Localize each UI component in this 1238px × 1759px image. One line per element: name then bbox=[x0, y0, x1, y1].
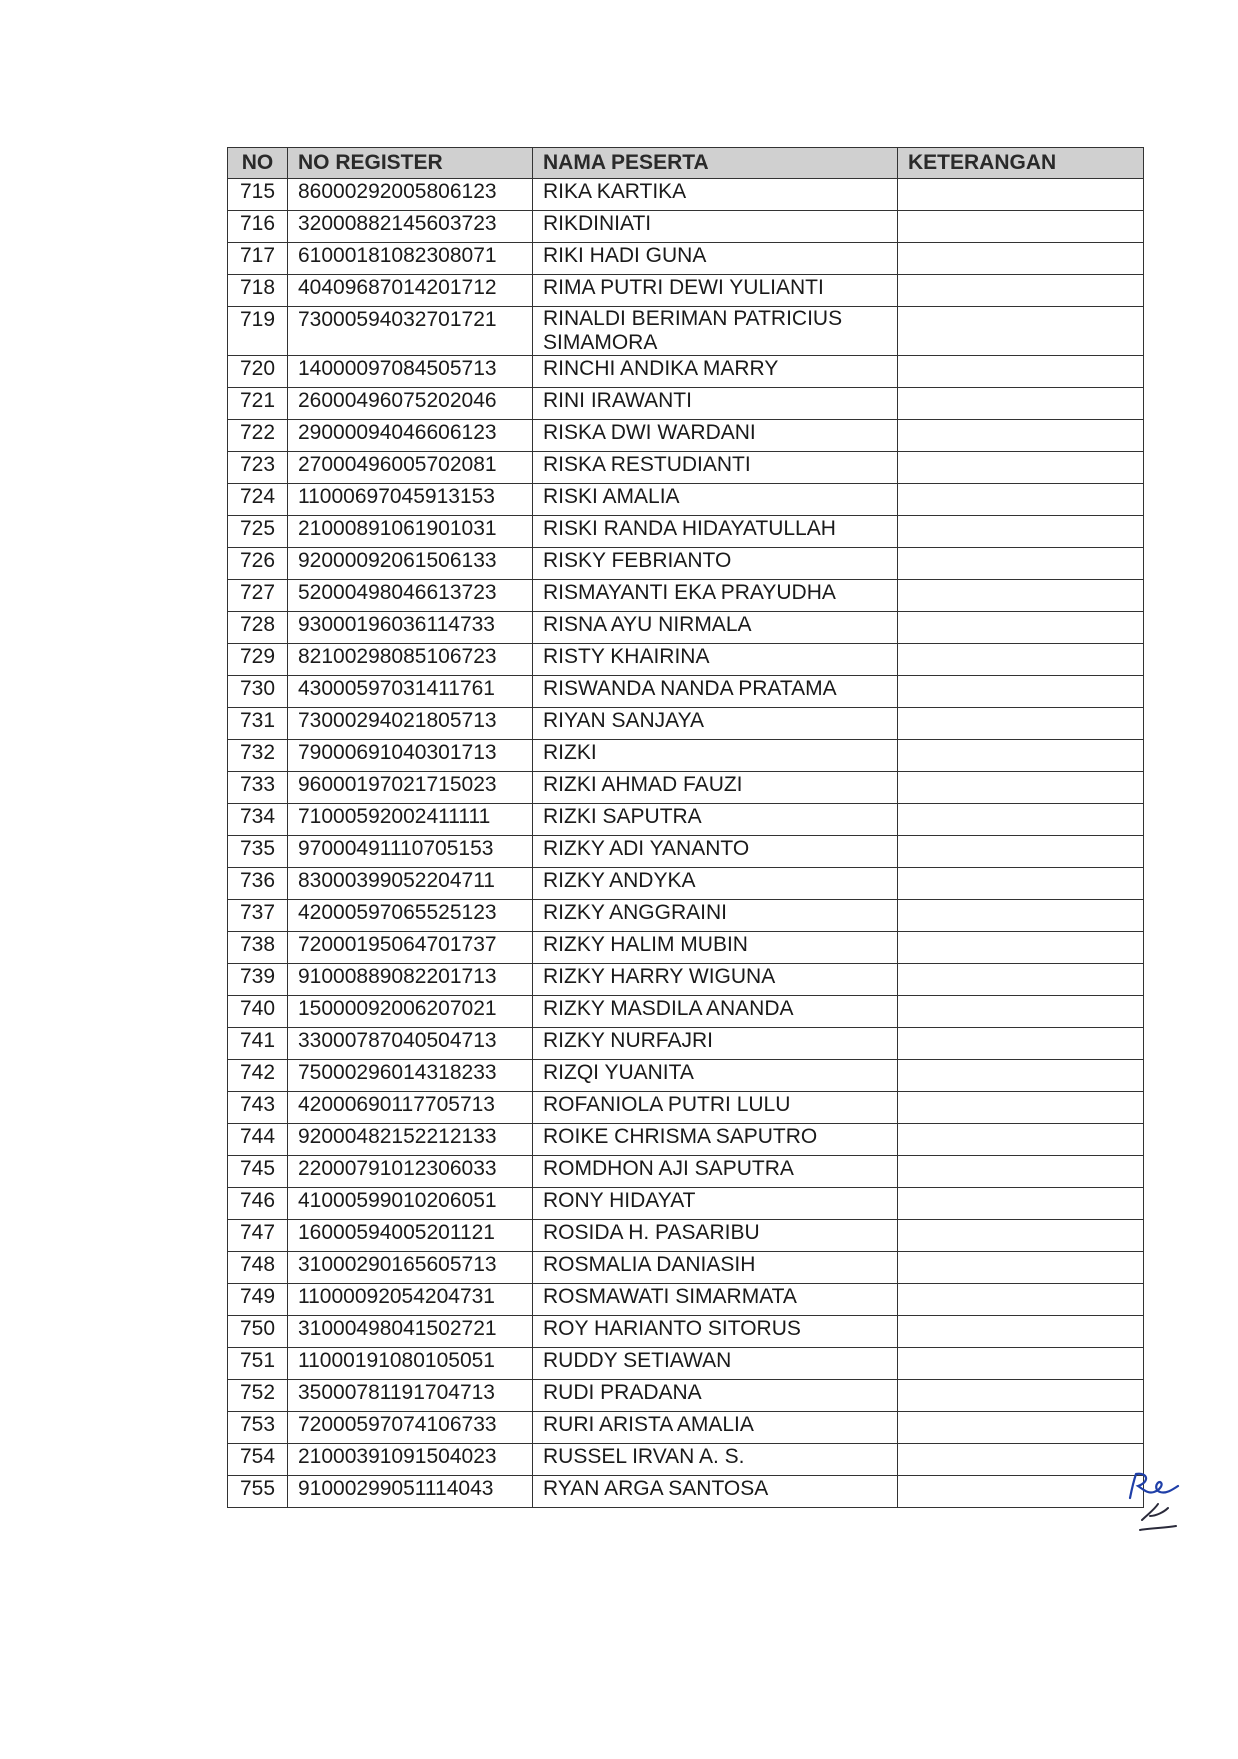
cell-name: RISKI RANDA HIDAYATULLAH bbox=[533, 516, 898, 548]
cell-note bbox=[898, 1412, 1144, 1444]
initials-stroke-upper bbox=[1130, 1474, 1178, 1498]
cell-no: 720 bbox=[228, 356, 288, 388]
handwritten-initials bbox=[1120, 1468, 1200, 1538]
cell-register: 71000592002411111 bbox=[288, 804, 533, 836]
cell-note bbox=[898, 452, 1144, 484]
cell-no: 727 bbox=[228, 580, 288, 612]
cell-name: RIZKY ADI YANANTO bbox=[533, 836, 898, 868]
cell-name: RIMA PUTRI DEWI YULIANTI bbox=[533, 275, 898, 307]
cell-no: 736 bbox=[228, 868, 288, 900]
cell-name: RIKI HADI GUNA bbox=[533, 243, 898, 275]
table-row bbox=[228, 484, 1144, 516]
cell-note bbox=[898, 804, 1144, 836]
table-row bbox=[228, 211, 1144, 243]
cell-no: 746 bbox=[228, 1188, 288, 1220]
header-note: KETERANGAN bbox=[898, 148, 1144, 179]
table-row bbox=[228, 1092, 1144, 1124]
cell-no: 739 bbox=[228, 964, 288, 996]
cell-no: 752 bbox=[228, 1380, 288, 1412]
cell-register: 79000691040301713 bbox=[288, 740, 533, 772]
cell-note bbox=[898, 1028, 1144, 1060]
header-name: NAMA PESERTA bbox=[533, 148, 898, 179]
table-row bbox=[228, 900, 1144, 932]
cell-register: 92000092061506133 bbox=[288, 548, 533, 580]
cell-name: ROY HARIANTO SITORUS bbox=[533, 1316, 898, 1348]
table-row bbox=[228, 740, 1144, 772]
cell-register: 73000594032701721 bbox=[288, 307, 533, 356]
table-row bbox=[228, 1124, 1144, 1156]
cell-name: RIZKY HALIM MUBIN bbox=[533, 932, 898, 964]
table-row bbox=[228, 1348, 1144, 1380]
cell-note bbox=[898, 211, 1144, 243]
cell-register: 31000290165605713 bbox=[288, 1252, 533, 1284]
cell-note bbox=[898, 740, 1144, 772]
cell-note bbox=[898, 932, 1144, 964]
cell-name: RISMAYANTI EKA PRAYUDHA bbox=[533, 580, 898, 612]
cell-name: ROFANIOLA PUTRI LULU bbox=[533, 1092, 898, 1124]
cell-note bbox=[898, 275, 1144, 307]
cell-no: 750 bbox=[228, 1316, 288, 1348]
cell-register: 26000496075202046 bbox=[288, 388, 533, 420]
cell-register: 83000399052204711 bbox=[288, 868, 533, 900]
cell-name: RINI IRAWANTI bbox=[533, 388, 898, 420]
cell-register: 11000697045913153 bbox=[288, 484, 533, 516]
cell-no: 724 bbox=[228, 484, 288, 516]
table-row bbox=[228, 964, 1144, 996]
cell-no: 732 bbox=[228, 740, 288, 772]
cell-no: 749 bbox=[228, 1284, 288, 1316]
cell-register: 86000292005806123 bbox=[288, 179, 533, 211]
table-row bbox=[228, 1284, 1144, 1316]
cell-no: 734 bbox=[228, 804, 288, 836]
cell-no: 723 bbox=[228, 452, 288, 484]
cell-note bbox=[898, 307, 1144, 356]
cell-name: ROSIDA H. PASARIBU bbox=[533, 1220, 898, 1252]
table-row bbox=[228, 420, 1144, 452]
cell-register: 96000197021715023 bbox=[288, 772, 533, 804]
cell-no: 721 bbox=[228, 388, 288, 420]
table-row bbox=[228, 708, 1144, 740]
cell-name: RUDDY SETIAWAN bbox=[533, 1348, 898, 1380]
table-row bbox=[228, 1380, 1144, 1412]
cell-name: RIZKI bbox=[533, 740, 898, 772]
table-row bbox=[228, 580, 1144, 612]
cell-register: 61000181082308071 bbox=[288, 243, 533, 275]
cell-register: 93000196036114733 bbox=[288, 612, 533, 644]
cell-name: RISKA RESTUDIANTI bbox=[533, 452, 898, 484]
cell-no: 717 bbox=[228, 243, 288, 275]
cell-no: 753 bbox=[228, 1412, 288, 1444]
cell-name: RURI ARISTA AMALIA bbox=[533, 1412, 898, 1444]
cell-name: RISNA AYU NIRMALA bbox=[533, 612, 898, 644]
cell-note bbox=[898, 1188, 1144, 1220]
table-row bbox=[228, 932, 1144, 964]
cell-register: 75000296014318233 bbox=[288, 1060, 533, 1092]
cell-name: ROSMAWATI SIMARMATA bbox=[533, 1284, 898, 1316]
cell-note bbox=[898, 612, 1144, 644]
table-header-row bbox=[228, 148, 1144, 179]
table-row bbox=[228, 452, 1144, 484]
cell-register: 82100298085106723 bbox=[288, 644, 533, 676]
cell-note bbox=[898, 1444, 1144, 1476]
table-row bbox=[228, 516, 1144, 548]
cell-name: RIZKY ANGGRAINI bbox=[533, 900, 898, 932]
cell-register: 33000787040504713 bbox=[288, 1028, 533, 1060]
cell-note bbox=[898, 1092, 1144, 1124]
cell-name: ROIKE CHRISMA SAPUTRO bbox=[533, 1124, 898, 1156]
cell-no: 747 bbox=[228, 1220, 288, 1252]
cell-note bbox=[898, 388, 1144, 420]
cell-name: RIYAN SANJAYA bbox=[533, 708, 898, 740]
cell-note bbox=[898, 548, 1144, 580]
table-row bbox=[228, 772, 1144, 804]
cell-note bbox=[898, 356, 1144, 388]
cell-no: 744 bbox=[228, 1124, 288, 1156]
table-row bbox=[228, 1316, 1144, 1348]
table-row bbox=[228, 1220, 1144, 1252]
cell-no: 735 bbox=[228, 836, 288, 868]
table-row bbox=[228, 996, 1144, 1028]
cell-no: 730 bbox=[228, 676, 288, 708]
cell-note bbox=[898, 1348, 1144, 1380]
cell-register: 21000391091504023 bbox=[288, 1444, 533, 1476]
cell-name: RISWANDA NANDA PRATAMA bbox=[533, 676, 898, 708]
cell-note bbox=[898, 676, 1144, 708]
participant-table bbox=[227, 147, 1144, 1508]
table-row bbox=[228, 836, 1144, 868]
cell-note bbox=[898, 1156, 1144, 1188]
cell-register: 22000791012306033 bbox=[288, 1156, 533, 1188]
cell-register: 11000092054204731 bbox=[288, 1284, 533, 1316]
cell-no: 729 bbox=[228, 644, 288, 676]
cell-note bbox=[898, 580, 1144, 612]
cell-name: RIZKI AHMAD FAUZI bbox=[533, 772, 898, 804]
cell-name: RINALDI BERIMAN PATRICIUS SIMAMORA bbox=[533, 307, 898, 356]
cell-no: 745 bbox=[228, 1156, 288, 1188]
cell-note bbox=[898, 868, 1144, 900]
cell-no: 733 bbox=[228, 772, 288, 804]
cell-no: 715 bbox=[228, 179, 288, 211]
cell-no: 755 bbox=[228, 1476, 288, 1508]
cell-register: 97000491110705153 bbox=[288, 836, 533, 868]
cell-note bbox=[898, 1380, 1144, 1412]
table-row bbox=[228, 1444, 1144, 1476]
cell-no: 722 bbox=[228, 420, 288, 452]
cell-register: 21000891061901031 bbox=[288, 516, 533, 548]
cell-no: 748 bbox=[228, 1252, 288, 1284]
table-row bbox=[228, 644, 1144, 676]
cell-register: 42000597065525123 bbox=[288, 900, 533, 932]
cell-no: 718 bbox=[228, 275, 288, 307]
cell-note bbox=[898, 772, 1144, 804]
cell-register: 32000882145603723 bbox=[288, 211, 533, 243]
cell-note bbox=[898, 996, 1144, 1028]
cell-name: RIKA KARTIKA bbox=[533, 179, 898, 211]
cell-name: RISTY KHAIRINA bbox=[533, 644, 898, 676]
cell-note bbox=[898, 1124, 1144, 1156]
table-row bbox=[228, 356, 1144, 388]
cell-note bbox=[898, 1252, 1144, 1284]
cell-no: 731 bbox=[228, 708, 288, 740]
cell-note bbox=[898, 836, 1144, 868]
cell-register: 41000599010206051 bbox=[288, 1188, 533, 1220]
cell-register: 11000191080105051 bbox=[288, 1348, 533, 1380]
table-row bbox=[228, 676, 1144, 708]
table-row bbox=[228, 388, 1144, 420]
table-row bbox=[228, 612, 1144, 644]
cell-note bbox=[898, 708, 1144, 740]
cell-no: 737 bbox=[228, 900, 288, 932]
cell-register: 72000195064701737 bbox=[288, 932, 533, 964]
cell-register: 15000092006207021 bbox=[288, 996, 533, 1028]
cell-note bbox=[898, 243, 1144, 275]
cell-note bbox=[898, 484, 1144, 516]
table-row bbox=[228, 1412, 1144, 1444]
cell-name: RIZKY MASDILA ANANDA bbox=[533, 996, 898, 1028]
cell-name: RIZKY NURFAJRI bbox=[533, 1028, 898, 1060]
table-row bbox=[228, 1060, 1144, 1092]
cell-register: 91000889082201713 bbox=[288, 964, 533, 996]
cell-name: RIZKY ANDYKA bbox=[533, 868, 898, 900]
cell-note bbox=[898, 179, 1144, 211]
table-row bbox=[228, 307, 1144, 356]
cell-name: RIKDINIATI bbox=[533, 211, 898, 243]
table-row bbox=[228, 1188, 1144, 1220]
cell-name: RISKY FEBRIANTO bbox=[533, 548, 898, 580]
cell-name: RIZQI YUANITA bbox=[533, 1060, 898, 1092]
cell-name: RISKA DWI WARDANI bbox=[533, 420, 898, 452]
cell-register: 91000299051114043 bbox=[288, 1476, 533, 1508]
cell-note bbox=[898, 900, 1144, 932]
cell-name: RUSSEL IRVAN A. S. bbox=[533, 1444, 898, 1476]
cell-name: RISKI AMALIA bbox=[533, 484, 898, 516]
cell-note bbox=[898, 516, 1144, 548]
table-row bbox=[228, 179, 1144, 211]
cell-note bbox=[898, 1284, 1144, 1316]
table-row bbox=[228, 1252, 1144, 1284]
cell-no: 726 bbox=[228, 548, 288, 580]
cell-register: 35000781191704713 bbox=[288, 1380, 533, 1412]
table-row bbox=[228, 804, 1144, 836]
cell-register: 92000482152212133 bbox=[288, 1124, 533, 1156]
table-row bbox=[228, 275, 1144, 307]
table-body bbox=[228, 179, 1144, 1508]
table-row bbox=[228, 1156, 1144, 1188]
cell-note bbox=[898, 964, 1144, 996]
cell-register: 52000498046613723 bbox=[288, 580, 533, 612]
cell-note bbox=[898, 420, 1144, 452]
cell-note bbox=[898, 1476, 1144, 1508]
cell-no: 716 bbox=[228, 211, 288, 243]
cell-note bbox=[898, 1060, 1144, 1092]
cell-no: 754 bbox=[228, 1444, 288, 1476]
cell-note bbox=[898, 1220, 1144, 1252]
cell-register: 16000594005201121 bbox=[288, 1220, 533, 1252]
cell-register: 31000498041502721 bbox=[288, 1316, 533, 1348]
cell-note bbox=[898, 644, 1144, 676]
initials-stroke-lower bbox=[1140, 1504, 1176, 1530]
cell-register: 72000597074106733 bbox=[288, 1412, 533, 1444]
cell-no: 728 bbox=[228, 612, 288, 644]
header-register: NO REGISTER bbox=[288, 148, 533, 179]
cell-no: 740 bbox=[228, 996, 288, 1028]
cell-no: 741 bbox=[228, 1028, 288, 1060]
cell-name: ROSMALIA DANIASIH bbox=[533, 1252, 898, 1284]
cell-name: RONY HIDAYAT bbox=[533, 1188, 898, 1220]
cell-register: 27000496005702081 bbox=[288, 452, 533, 484]
cell-register: 73000294021805713 bbox=[288, 708, 533, 740]
table-row bbox=[228, 548, 1144, 580]
cell-no: 742 bbox=[228, 1060, 288, 1092]
cell-register: 29000094046606123 bbox=[288, 420, 533, 452]
cell-register: 42000690117705713 bbox=[288, 1092, 533, 1124]
table-row bbox=[228, 243, 1144, 275]
cell-name: ROMDHON AJI SAPUTRA bbox=[533, 1156, 898, 1188]
cell-name: RUDI PRADANA bbox=[533, 1380, 898, 1412]
cell-name: RIZKY HARRY WIGUNA bbox=[533, 964, 898, 996]
cell-no: 743 bbox=[228, 1092, 288, 1124]
cell-note bbox=[898, 1316, 1144, 1348]
cell-no: 738 bbox=[228, 932, 288, 964]
table-row bbox=[228, 1476, 1144, 1508]
table-row bbox=[228, 868, 1144, 900]
header-no: NO bbox=[228, 148, 288, 179]
table-row bbox=[228, 1028, 1144, 1060]
cell-name: RIZKI SAPUTRA bbox=[533, 804, 898, 836]
cell-name: RYAN ARGA SANTOSA bbox=[533, 1476, 898, 1508]
cell-register: 40409687014201712 bbox=[288, 275, 533, 307]
cell-register: 14000097084505713 bbox=[288, 356, 533, 388]
cell-no: 751 bbox=[228, 1348, 288, 1380]
cell-no: 725 bbox=[228, 516, 288, 548]
cell-name: RINCHI ANDIKA MARRY bbox=[533, 356, 898, 388]
cell-no: 719 bbox=[228, 307, 288, 356]
cell-register: 43000597031411761 bbox=[288, 676, 533, 708]
